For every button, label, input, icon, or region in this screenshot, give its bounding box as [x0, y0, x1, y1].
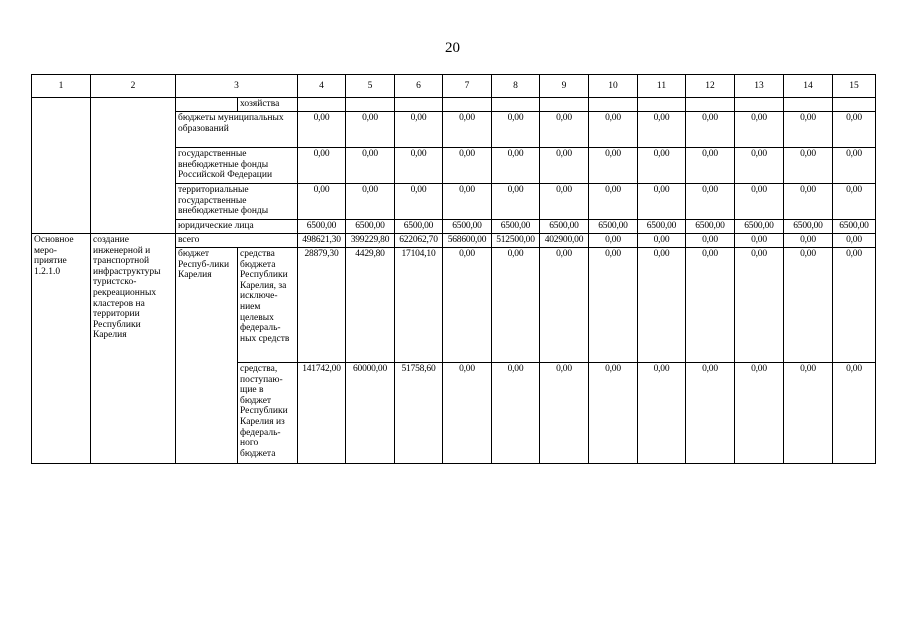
table-cell: 6500,00 [540, 220, 589, 234]
table-cell: 399229,80 [346, 234, 395, 248]
table-cell: 0,00 [686, 148, 735, 184]
table-cell: 0,00 [784, 148, 833, 184]
table-cell: 28879,30 [298, 248, 346, 363]
row-label: средства, поступаю-щие в бюджет Республики Карелия из федераль-ного бюджета [238, 363, 298, 464]
header-cell: 3 [176, 75, 298, 98]
row-label: средства бюджета Республики Карелия, за исключе-нием целевых федераль-ных средств [238, 248, 298, 363]
table-cell: 0,00 [346, 112, 395, 148]
table-cell: 6500,00 [492, 220, 540, 234]
table-cell-empty [176, 98, 238, 112]
header-cell: 15 [833, 75, 876, 98]
table-cell: 0,00 [784, 363, 833, 464]
table-cell: 0,00 [638, 184, 686, 220]
table-cell: 0,00 [638, 363, 686, 464]
table-cell: 498621,30 [298, 234, 346, 248]
table-cell: 402900,00 [540, 234, 589, 248]
header-cell: 14 [784, 75, 833, 98]
table-cell: 0,00 [589, 112, 638, 148]
table-row [32, 98, 876, 112]
page-number: 20 [445, 40, 460, 56]
table-cell: 0,00 [589, 234, 638, 248]
table-cell: 0,00 [346, 184, 395, 220]
table-cell: 0,00 [638, 148, 686, 184]
table-cell: 0,00 [833, 148, 876, 184]
table-cell: 6500,00 [833, 220, 876, 234]
table-cell: 0,00 [443, 248, 492, 363]
header-cell: 11 [638, 75, 686, 98]
activity-name: создание инженерной и транспортной инфраструктуры туристско-рекреационных кластеров на территории Республики Карелия [91, 234, 176, 464]
table-cell: 6500,00 [735, 220, 784, 234]
row-label: бюджеты муниципальных образований [176, 112, 298, 148]
table-cell: 17104,10 [395, 248, 443, 363]
table-cell: 0,00 [346, 148, 395, 184]
budget-table [31, 74, 876, 464]
table-cell: 0,00 [686, 184, 735, 220]
table-cell: 622062,70 [395, 234, 443, 248]
table-cell: 0,00 [638, 248, 686, 363]
table-cell: 0,00 [443, 363, 492, 464]
table-cell: 6500,00 [784, 220, 833, 234]
table-cell: 6500,00 [346, 220, 395, 234]
table-cell: 0,00 [492, 148, 540, 184]
table-cell: 6500,00 [395, 220, 443, 234]
header-cell: 2 [91, 75, 176, 98]
table-cell: 0,00 [443, 148, 492, 184]
table-cell: 0,00 [492, 248, 540, 363]
table-cell: 0,00 [833, 184, 876, 220]
table-cell: 0,00 [492, 363, 540, 464]
table-cell: 0,00 [540, 184, 589, 220]
table-cell: 60000,00 [346, 363, 395, 464]
table-cell: 51758,60 [395, 363, 443, 464]
table-cell-empty [32, 98, 91, 234]
table-cell: 4429,80 [346, 248, 395, 363]
table-cell: 0,00 [833, 112, 876, 148]
table-cell: 0,00 [443, 184, 492, 220]
table-cell: 0,00 [395, 148, 443, 184]
table-header-row [32, 75, 876, 98]
table-cell: 0,00 [638, 112, 686, 148]
table-cell-empty [91, 98, 176, 234]
header-cell: 9 [540, 75, 589, 98]
table-cell: 0,00 [686, 248, 735, 363]
table-cell: 0,00 [638, 234, 686, 248]
table-cell: 0,00 [540, 363, 589, 464]
table-cell: 568600,00 [443, 234, 492, 248]
table-row [32, 234, 876, 248]
table-cell: 512500,00 [492, 234, 540, 248]
header-cell: 1 [32, 75, 91, 98]
table-cell: 6500,00 [589, 220, 638, 234]
table-cell: 0,00 [589, 248, 638, 363]
row-label: хозяйства [238, 98, 298, 112]
activity-code: Основное меро-приятие 1.2.1.0 [32, 234, 91, 464]
table-cell: 0,00 [784, 112, 833, 148]
header-cell: 4 [298, 75, 346, 98]
table-cell: 0,00 [686, 112, 735, 148]
table-cell: 0,00 [833, 363, 876, 464]
header-cell: 13 [735, 75, 784, 98]
table-cell: 0,00 [686, 363, 735, 464]
header-cell: 10 [589, 75, 638, 98]
table-cell: 0,00 [784, 248, 833, 363]
row-label: территориальные государственные внебюджетные фонды [176, 184, 298, 220]
row-label: юридические лица [176, 220, 298, 234]
table-cell: 0,00 [735, 184, 784, 220]
row-label: всего [176, 234, 298, 248]
table-cell: 0,00 [686, 234, 735, 248]
header-cell: 12 [686, 75, 735, 98]
table-cell: 0,00 [735, 363, 784, 464]
table-cell: 6500,00 [298, 220, 346, 234]
row-label: государственные внебюджетные фонды Российской Федерации [176, 148, 298, 184]
table-cell: 0,00 [589, 363, 638, 464]
table-cell: 0,00 [784, 234, 833, 248]
table-cell: 0,00 [735, 234, 784, 248]
table-cell: 0,00 [492, 112, 540, 148]
table-cell: 0,00 [735, 248, 784, 363]
header-cell: 6 [395, 75, 443, 98]
table-cell: 6500,00 [686, 220, 735, 234]
table-cell: 0,00 [589, 148, 638, 184]
table-cell: 0,00 [735, 112, 784, 148]
table-cell: 0,00 [395, 184, 443, 220]
budget-source-label: бюджет Респуб-лики Карелия [176, 248, 238, 464]
table-cell: 0,00 [784, 184, 833, 220]
table-cell: 0,00 [540, 248, 589, 363]
table-cell: 0,00 [540, 148, 589, 184]
header-cell: 5 [346, 75, 395, 98]
table-cell: 0,00 [298, 148, 346, 184]
table-cell: 0,00 [833, 248, 876, 363]
table-cell: 6500,00 [638, 220, 686, 234]
table-cell: 0,00 [540, 112, 589, 148]
table-cell: 6500,00 [443, 220, 492, 234]
table-cell: 141742,00 [298, 363, 346, 464]
table-cell: 0,00 [735, 148, 784, 184]
table-cell: 0,00 [395, 112, 443, 148]
table-cell: 0,00 [589, 184, 638, 220]
header-cell: 7 [443, 75, 492, 98]
header-cell: 8 [492, 75, 540, 98]
table-cell: 0,00 [298, 184, 346, 220]
table-cell: 0,00 [443, 112, 492, 148]
table-cell: 0,00 [492, 184, 540, 220]
table-cell: 0,00 [298, 112, 346, 148]
table-cell: 0,00 [833, 234, 876, 248]
